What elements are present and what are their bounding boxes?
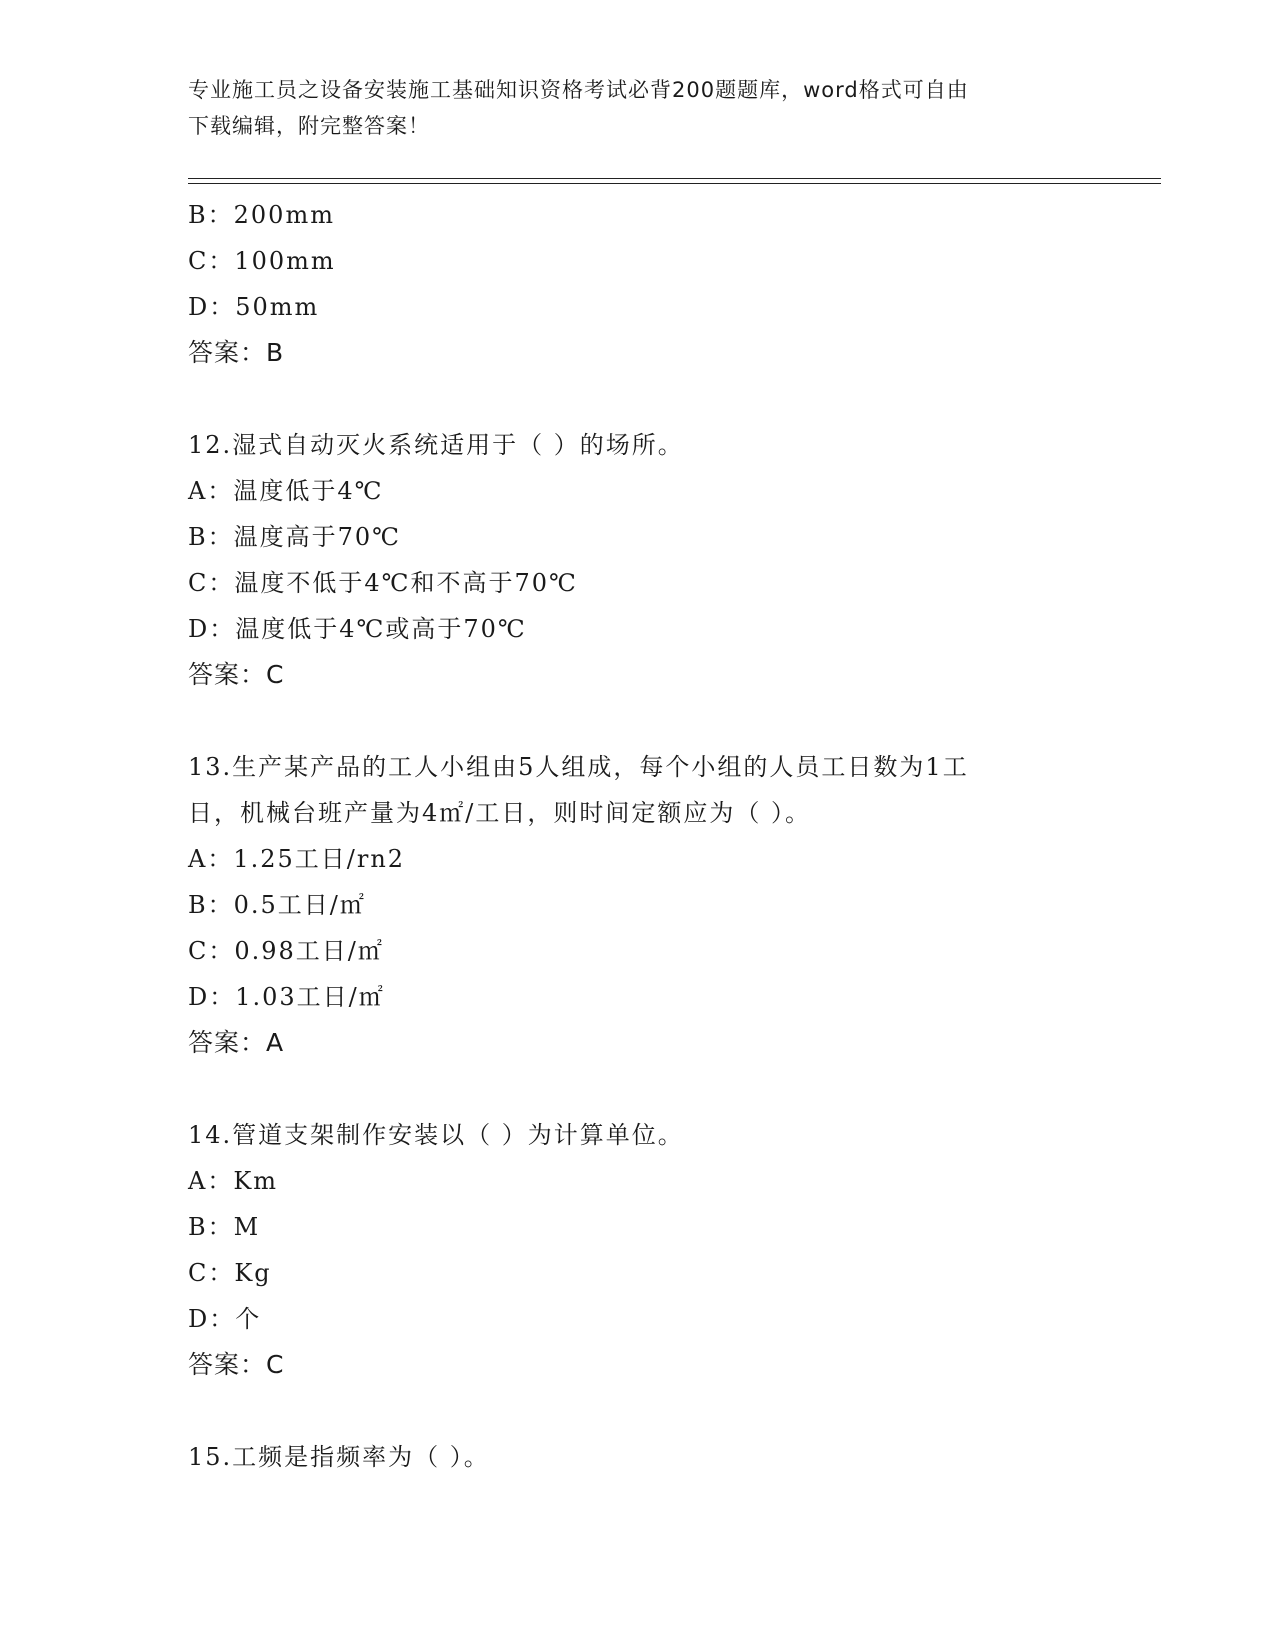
option-c: C：0.98工日/㎡ — [188, 937, 384, 965]
question-stem-line1: 13.生产某产品的工人小组由5人组成，每个小组的人员工日数为1工 — [188, 753, 969, 781]
option-d: D：50mm — [188, 293, 320, 321]
question-stem-line2: 日，机械台班产量为4㎡/工日，则时间定额应为（ ）。 — [188, 799, 811, 827]
spacer — [188, 698, 1168, 744]
spacer — [188, 376, 1168, 422]
question-12 — [188, 422, 1168, 698]
option-a: A：温度低于4℃ — [188, 477, 384, 505]
option-b: B：200mm — [188, 201, 335, 229]
question-14 — [188, 1112, 1168, 1388]
option-b: B：M — [188, 1213, 261, 1241]
answer: 答案：C — [188, 660, 285, 689]
option-d: D：个 — [188, 1305, 262, 1333]
question-stem: 15.工频是指频率为（ ）。 — [188, 1443, 490, 1471]
header-title-line1: 专业施工员之设备安装施工基础知识资格考试必背200题题库，word格式可自由 — [188, 78, 969, 102]
spacer — [188, 1066, 1168, 1112]
question-15 — [188, 1434, 1168, 1480]
option-b: B：温度高于70℃ — [188, 523, 402, 551]
option-a: A：1.25工日/rn2 — [188, 845, 406, 873]
option-d: D：1.03工日/㎡ — [188, 983, 385, 1011]
question-list — [188, 192, 1168, 1480]
answer: 答案：C — [188, 1350, 285, 1379]
option-c: C：100mm — [188, 247, 336, 275]
header-title-line2: 下载编辑，附完整答案！ — [188, 114, 430, 138]
answer: 答案：A — [188, 1028, 285, 1057]
question-13 — [188, 744, 1168, 1066]
header-divider — [188, 178, 1161, 184]
option-b: B：0.5工日/㎡ — [188, 891, 366, 919]
option-a: A：Km — [188, 1167, 279, 1195]
option-c: C：Kg — [188, 1259, 272, 1287]
page-header — [188, 72, 1088, 144]
option-d: D：温度低于4℃或高于70℃ — [188, 615, 527, 643]
question-stem: 14.管道支架制作安装以（ ）为计算单位。 — [188, 1121, 684, 1149]
question-11 — [188, 192, 1168, 376]
question-stem: 12.湿式自动灭火系统适用于（ ）的场所。 — [188, 431, 684, 459]
answer: 答案：B — [188, 338, 285, 367]
option-c: C：温度不低于4℃和不高于70℃ — [188, 569, 578, 597]
spacer — [188, 1388, 1168, 1434]
